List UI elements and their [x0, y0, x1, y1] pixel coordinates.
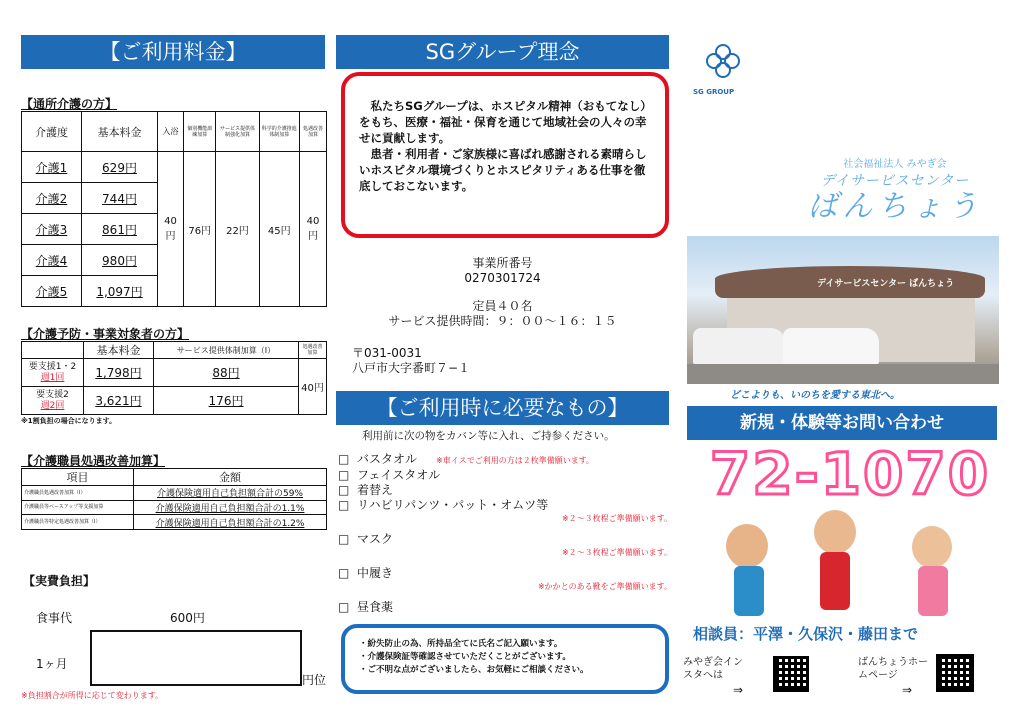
checkbox-icon: □	[338, 483, 350, 497]
shared-treatment: 40円	[299, 359, 327, 415]
clover-logo-icon	[693, 42, 753, 90]
col-base-fee: 基本料金	[82, 112, 158, 152]
logo-text: SG GROUP	[693, 88, 735, 96]
treatment-amount: 介護保険適用自己負担額合計の1.1%	[134, 500, 327, 515]
org-name: 社会福祉法人 みやぎ会	[843, 159, 947, 170]
month-unit: 円位	[302, 673, 327, 687]
col-service-system: サービス提供体制加算（Ⅰ）	[154, 342, 299, 359]
shared-bath: 40円	[158, 152, 184, 307]
row-fee: 1,798円	[84, 359, 154, 387]
col-amount: 金額	[134, 469, 327, 486]
treatment-section-title: 【介護職員処遇改善加算】	[21, 454, 166, 468]
checkbox-icon: □	[338, 468, 350, 482]
row-level: 介護1	[22, 152, 82, 183]
meal-label: 食事代	[36, 611, 73, 625]
fees-title: 【ご利用料金】	[21, 35, 325, 69]
row-fee: 1,097円	[82, 276, 158, 307]
list-item: □ 中履き	[338, 566, 393, 580]
needs-intro: 利用前に次の物をカバン等に入れ、ご持参ください。	[362, 430, 615, 442]
col-care-level: 介護度	[22, 112, 82, 152]
prevention-fee-table	[21, 341, 327, 415]
row-fee: 629円	[82, 152, 158, 183]
facility-name: ばんちょう	[807, 189, 983, 224]
day-care-section-title: 【通所介護の方】	[21, 97, 118, 111]
philosophy-text-1: 私たちSGグループは、ホスピタル精神（おもてなし）をもち、医療・福祉・保育を通じて地域社会の人々の幸せに貢献します。	[359, 99, 647, 145]
checkbox-icon: □	[338, 452, 350, 466]
col-bath: 入浴	[158, 112, 184, 152]
notice-line: ・ご不明な点がございましたら、お気軽にご相談ください。	[359, 665, 589, 675]
col-treatment-improve: 処遇改善加算	[299, 342, 327, 359]
van-right	[783, 328, 879, 364]
treatment-item: 介護職員等ベースアップ等支援加算	[22, 500, 134, 515]
office-number: 0270301724	[464, 271, 541, 285]
office-address	[352, 346, 470, 376]
parking-lot	[687, 364, 999, 384]
list-item: □ 着替え	[338, 483, 393, 497]
col-blank	[22, 342, 84, 359]
treatment-item: 介護職員処遇改善加算（Ⅰ）	[22, 486, 134, 501]
building-photo	[687, 236, 999, 384]
needs-title: 【ご利用時に必要なもの】	[336, 391, 669, 425]
building-sign: デイサービスセンター ばんちょう	[817, 279, 955, 289]
col-item: 項目	[22, 469, 134, 486]
checkbox-icon: □	[338, 566, 350, 580]
burden-note: ※負担割合が所得に応じて変わります。	[21, 691, 164, 700]
row-fee: 861円	[82, 214, 158, 245]
staff-face-3	[912, 526, 952, 568]
office-hours: サービス提供時間：９：００〜１６：１５	[388, 314, 617, 328]
list-item: □ バスタオル ※車イスでご利用の方は２枚準備願います。	[338, 452, 595, 466]
philosophy-text-2: 患者・利用者・ご家族様に喜ばれ感謝される素晴らしいホスピタル環境づくりとホスピタリティある仕事を徹底しておこないます。	[359, 147, 647, 193]
shared-treatment: 40円	[299, 152, 326, 307]
street-address: 八戸市大字番町７−１	[352, 361, 471, 375]
philosophy-title: SGグループ理念	[336, 35, 669, 69]
needs-list	[338, 452, 672, 615]
row-level: 介護3	[22, 214, 82, 245]
row-level: 介護2	[22, 183, 82, 214]
treatment-amount: 介護保険適用自己負担額合計の1.2%	[134, 515, 327, 530]
col-service-system: サービス提供体制強化加算	[216, 112, 259, 152]
postal-code: 〒031-0031	[352, 346, 422, 360]
staff-body-3	[918, 566, 948, 616]
col-scientific-care: 科学的介護推進体制加算	[259, 112, 299, 152]
row-label: 要支援1・2 週1回	[22, 359, 84, 387]
homepage-arrow-icon: ⇒	[902, 683, 913, 697]
row-fee: 3,621円	[84, 387, 154, 415]
insta-qr-code[interactable]	[773, 656, 809, 692]
center-name: デイサービスセンター	[820, 173, 970, 189]
checkbox-icon: □	[338, 532, 350, 546]
list-item: □ フェイスタオル	[338, 468, 441, 482]
office-number-label: 事業所番号	[472, 256, 533, 270]
shared-training: 76円	[184, 152, 216, 307]
row-level: 介護4	[22, 245, 82, 276]
sg-logo	[693, 42, 753, 96]
notice-box	[341, 624, 669, 694]
list-note: ※２〜３枚程ご準備願います。	[561, 514, 672, 523]
treatment-amount: 介護保険適用自己負担額合計の59%	[134, 486, 327, 501]
staff-face-2	[814, 510, 856, 554]
shared-scientific: 45円	[259, 152, 299, 307]
phone-number: 72-1070	[709, 440, 991, 508]
col-base-fee: 基本料金	[84, 342, 154, 359]
prevention-section-title: 【介護予防・事業対象者の方】	[21, 327, 190, 341]
copay-note: ※1割負担の場合になります。	[21, 417, 117, 425]
staff-body-2	[820, 552, 850, 610]
staff-body-1	[734, 566, 764, 616]
consultant-names: 相談員：平澤・久保沢・藤田まで	[693, 625, 919, 643]
treatment-table	[21, 468, 327, 530]
col-treatment-improve: 処遇改善加算	[299, 112, 326, 152]
brand-title	[780, 155, 1010, 224]
inquiry-title: 新規・体験等お問い合わせ	[687, 406, 997, 440]
col-function-training: 個別機能訓練加算	[184, 112, 216, 152]
month-total-box	[90, 630, 302, 686]
row-fee: 980円	[82, 245, 158, 276]
insta-label: みやぎ会インスタへは	[683, 657, 743, 681]
list-note: ※かかとのある靴をご準備願います。	[537, 582, 672, 591]
insta-arrow-icon: ⇒	[733, 683, 744, 697]
list-item: □ 昼食薬	[338, 600, 393, 614]
notice-line: ・紛失防止の為、所持品全てに氏名ご記入願います。	[359, 639, 563, 649]
list-item: □ リハビリパンツ・パット・オムツ等	[338, 498, 549, 512]
row-extra: 176円	[154, 387, 299, 415]
row-label: 要支援2 週2回	[22, 387, 84, 415]
notice-line: ・介護保険証等確認させていただくことがございます。	[359, 652, 571, 662]
office-capacity: 定員４０名	[472, 299, 533, 313]
homepage-label: ばんちょうホームページ	[858, 657, 928, 681]
treatment-item: 介護職員等特定処遇改善加算（Ⅰ）	[22, 515, 134, 530]
checkbox-icon: □	[338, 600, 350, 614]
shared-service: 22円	[216, 152, 259, 307]
list-note: ※２〜３枚程ご準備願います。	[561, 548, 672, 557]
staff-illustration	[690, 510, 1000, 622]
list-item: □ マスク	[338, 532, 393, 546]
month-label: 1ヶ月	[36, 657, 68, 671]
staff-face-1	[726, 524, 768, 568]
row-extra: 88円	[154, 359, 299, 387]
slogan: どこよりも、いのちを愛する東北へ。	[730, 390, 900, 401]
meal-price: 600円	[170, 611, 205, 625]
homepage-qr-code[interactable]	[936, 654, 974, 692]
philosophy-box	[341, 72, 669, 238]
day-care-fee-table	[21, 111, 327, 307]
row-level: 介護5	[22, 276, 82, 307]
actual-cost-title: 【実費負担】	[23, 574, 96, 588]
van-left	[693, 328, 785, 364]
checkbox-icon: □	[338, 498, 350, 512]
row-fee: 744円	[82, 183, 158, 214]
office-info	[336, 256, 669, 329]
